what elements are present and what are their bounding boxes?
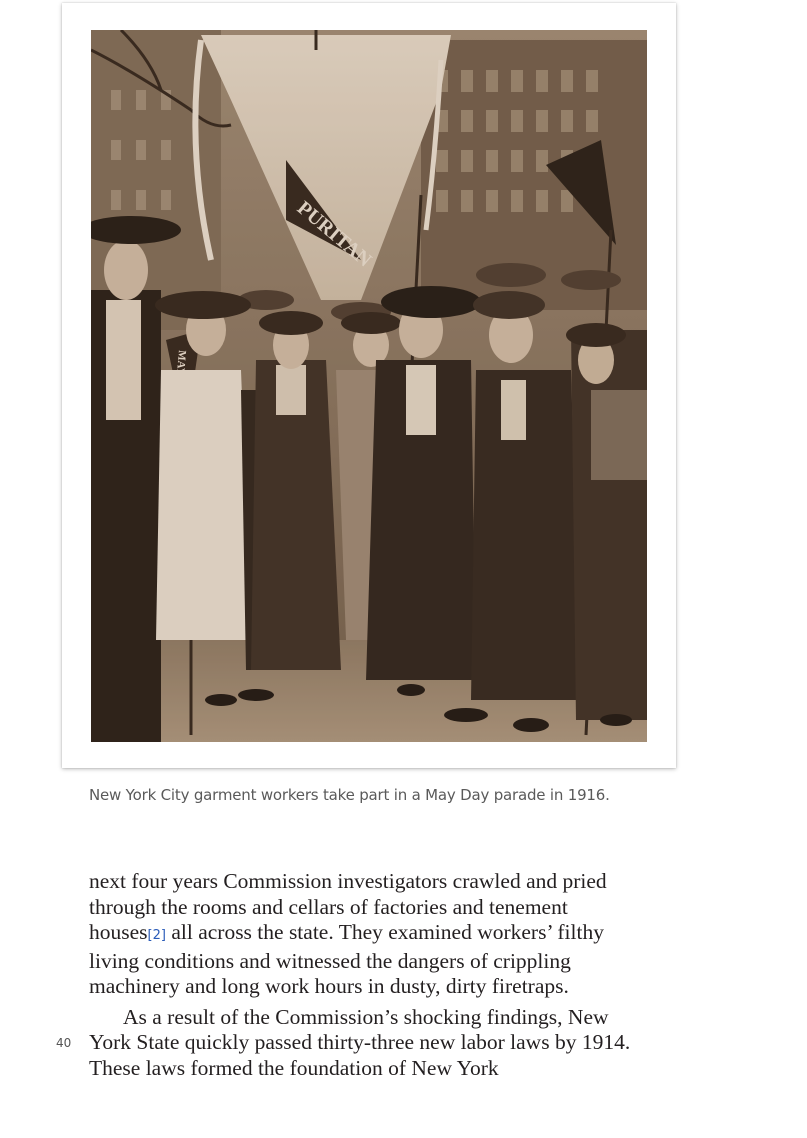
footnote-link[interactable]: [2] <box>147 928 166 943</box>
page-number: 40 <box>56 1036 72 1050</box>
body-text <box>89 869 649 1081</box>
parade-photograph <box>91 30 647 742</box>
photo-frame <box>62 3 676 768</box>
parade-photo-illustration <box>91 30 647 742</box>
paragraph-1-continued: all across the state. They examined workers’ filthy living conditions and witnessed the dangers of crippling machinery and long work hours in dusty, dirty firetraps. <box>89 920 604 998</box>
pennant-text: PURITAN <box>292 196 376 272</box>
paragraph-1 <box>89 869 649 1000</box>
paragraph-2: As a result of the Commission’s shocking findings, New York State quickly passed thirty-three new labor laws by 1914. These laws formed the foundation of New York <box>89 1004 631 1080</box>
paragraph-1-text: next four years Commission investigators crawled and pried through the rooms and cellars of factories and tenement houses <box>89 869 607 944</box>
figure-caption: New York City garment workers take part in a May Day parade in 1916. <box>89 786 610 804</box>
